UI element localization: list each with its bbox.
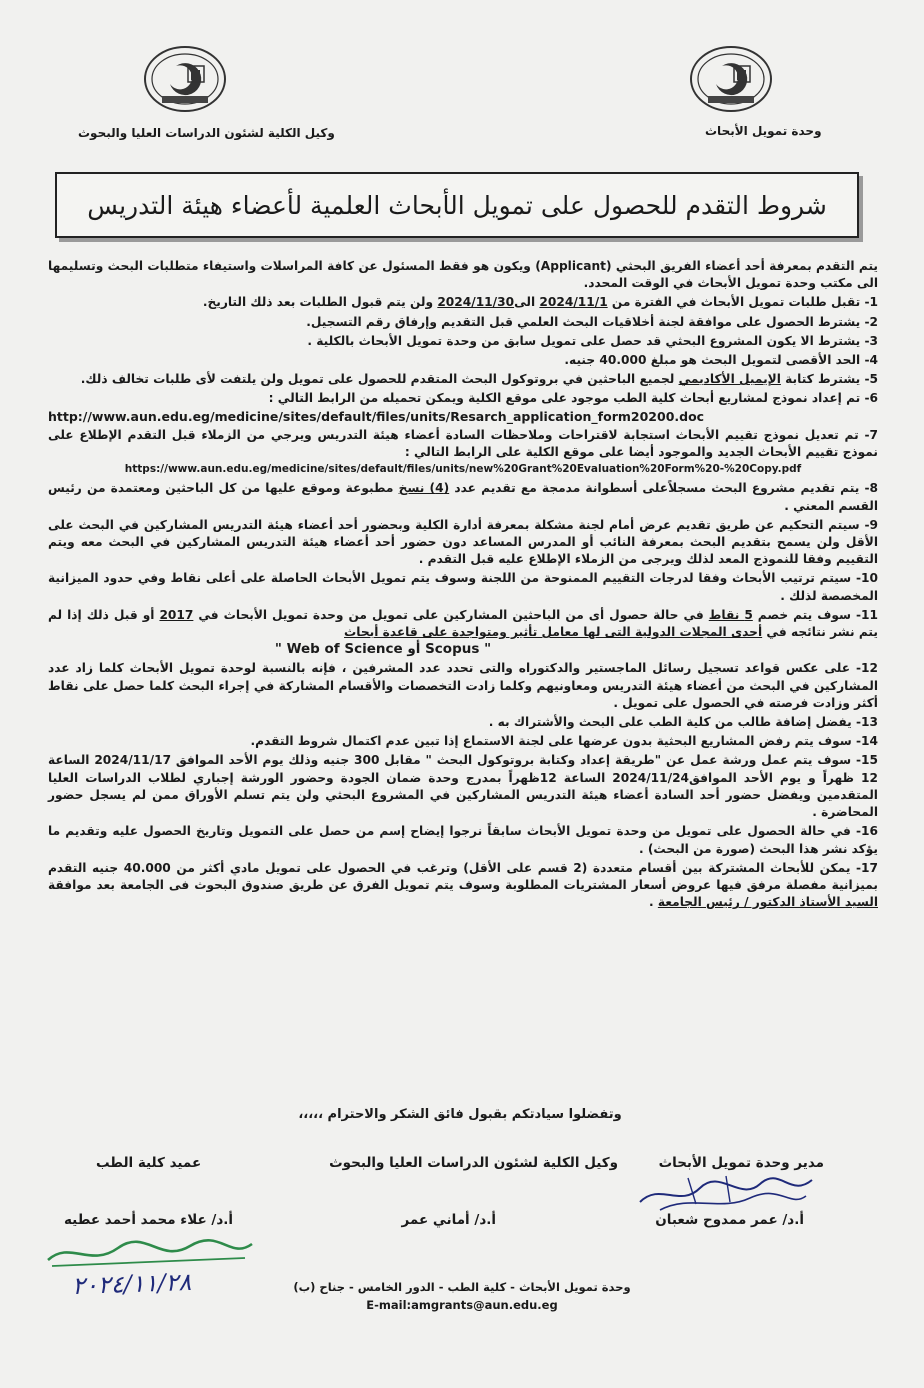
footer-address: وحدة تمويل الأبحاث - كلية الطب - الدور الخامس - جناح (ب) (293, 1280, 631, 1294)
signatory-1-name: أ.د/ عمر ممدوح شعبان (655, 1212, 804, 1228)
header-left-unit: وكيل الكلية لشئون الدراسات العليا والبحوث (78, 126, 335, 140)
condition-item-17 (48, 860, 878, 912)
condition-item-15: 15- سوف يتم عمل ورشة عمل عن "طريقة إعداد وكتابة بروتوكول البحث " مقابل 300 جنيه وذلك يوم الأحد الموافق 2024/11/17 الساعة 12 ظهراً و يوم الأحد الموافق2024/11/24 الساعة 12ظهراً بمدرج وحدة ضمان الجودة وحضور الورشة إجباري لطلاب الدراسات العليا المتقدمين ويفضل حضور أحد السادة أعضاء هيئة التدريس المشاركين في المشروع البحثي ولن يتم تسلم الأوراق ممن لم يسجل حضور المحاضرة . (48, 753, 878, 820)
copies-count-underlined: (4) نسخ (398, 481, 450, 496)
start-date: 2024/11/1 (539, 295, 608, 310)
condition-5-text: 5- يشترط كتابة (780, 372, 878, 387)
condition-item-11 (48, 607, 878, 659)
green-signature-scribble (40, 1234, 260, 1274)
condition-17-text-end: . (649, 895, 658, 910)
signatory-2-title: وكيل الكلية لشئون الدراسات العليا والبحوث (329, 1155, 618, 1171)
signatory-2-name: أ.د/ أماني عمر (401, 1212, 496, 1228)
condition-item-16: 16- في حالة الحصول على تمويل من وحدة تمويل الأبحاث سابقاً نرجوا إيضاح إسم من حصل على التمويل وتاريخ الحصول عليه وتقديم ما يؤكد نشر هذا البحث (صورة من البحث) . (48, 824, 878, 856)
president-approval-underlined: السيد الأستاذ الدكتور / رئيس الجامعة (657, 895, 878, 910)
footer-email[interactable]: E-mail:amgrants@aun.edu.eg (366, 1298, 558, 1312)
condition-item-2: 2- يشترط الحصول على موافقة لجنة أخلاقيات البحث العلمي قبل التقديم وإرفاق رقم التسجيل. (306, 314, 878, 329)
condition-item-6 (48, 390, 878, 424)
condition-item-10: 10- سيتم ترتيب الأبحاث وفقا لدرجات التقييم الممنوحة من اللجنة وسوف يتم تمويل الأبحاث الحاصلة على أعلى نقاط وفي حدود الميزانية المخصصة لذلك . (48, 571, 878, 603)
condition-8-text-end: مطبوعة وموقع عليها من كل الباحثين ومعتمدة من رئيس القسم المعني . (48, 481, 878, 513)
condition-11-text: 11- سوف يتم خصم (752, 607, 879, 622)
conditions-body (48, 258, 878, 913)
evaluation-form-link[interactable]: https://www.aun.edu.eg/medicine/sites/default/files/units/new%20Grant%20Evaluation%20Form%20-%20Copy.pdf (124, 463, 802, 476)
blue-signature-scribble (630, 1168, 820, 1218)
title-box (55, 172, 859, 238)
closing-line: وتفضلوا سيادتكم بقبول فائق الشكر والاحترام ،،،،، (298, 1107, 622, 1122)
signatory-3-title: عميد كلية الطب (96, 1155, 202, 1171)
condition-1-text-mid: الى (514, 295, 540, 310)
condition-11-text-mid: في حالة حصول أى من الباحثين المشاركين على تمويل من وحدة تمويل الأبحاث في (193, 607, 709, 622)
condition-5-text-end: لجميع الباحثين في بروتوكول البحث المتقدم للحصول على تمويل ولن يلتفت لأى طلبات تخالف ذلك. (80, 372, 679, 387)
condition-item-5 (48, 371, 878, 388)
faculty-logo-right (688, 44, 774, 114)
points-deduction-underlined: 5 نقاط (708, 607, 753, 622)
condition-6-text: 6- تم إعداد نموذج لمشاريع أبحاث كلية الطب موجود على موقع الكلية ويمكن تحميله من الرابط التالي : (268, 391, 878, 406)
condition-17-text: 17- يمكن للأبحاث المشتركة بين أقسام متعددة (2 قسم على الأقل) وترغب في الحصول على تمويل مادي أكثر من 40.000 جنيه التقدم بميزانية مفصلة مرفق فيها عروض أسعار المشتريات المطلوبة وسوف يتم تمويل الفرق عن طريق صندوق البحوث فى الجامعة بعد موافقة (48, 860, 878, 892)
condition-item-4: 4- الحد الأقصى لتمويل البحث هو مبلغ 40.000 جنيه. (564, 353, 878, 368)
page-title: شروط التقدم للحصول على تمويل الأبحاث العلمية لأعضاء هيئة التدريس (87, 190, 827, 220)
condition-7-text: 7- تم تعديل نموذج تقييم الأبحاث استجابة لاقتراحات وملاحظات السادة أعضاء هيئة التدريس ويرجي من الزملاء قبل التقدم الإطلاع على نموذج تقييم الأبحاث الجديد والموجود أيضا على موقع الكلية على الرابط التالي : (48, 427, 878, 460)
signatory-1-title: مدير وحدة تمويل الأبحاث (658, 1155, 824, 1171)
condition-item-3: 3- يشترط الا يكون المشروع البحثي قد حصل على تمويل سابق من وحدة تمويل الأبحاث بالكلية . (307, 333, 878, 348)
application-form-link[interactable]: http://www.aun.edu.eg/medicine/sites/default/files/units/Resarch_application_form20200.doc (48, 408, 705, 424)
header-right-unit: وحدة تمويل الأبحاث (705, 124, 822, 138)
condition-1-text-end: ولن يتم قبول الطلبات بعد ذلك التاريخ. (202, 295, 438, 310)
databases-text: " Scopus أو Web of Science " (274, 641, 492, 658)
signatory-3-name: أ.د/ علاء محمد أحمد عطيه (64, 1212, 234, 1228)
year-underlined: 2017 (159, 607, 194, 622)
condition-1-text: 1- تقبل طلبات تمويل الأبحاث في الفترة من (607, 295, 878, 310)
condition-item-7 (48, 427, 878, 479)
faculty-logo-left (142, 44, 228, 114)
condition-item-12: 12- على عكس قواعد تسجيل رسائل الماجستير والدكتوراه والتى تحدد عدد المشرفين ، فإنه بالنسبة لوحدة تمويل الأبحاث كلما زاد عدد المشاركين في البحث من أعضاء هيئة التدريس ومعاونيهم وكلما زادت التخصصات والأقسام المشاركة في إجراء البحث كلما حصل على نقاط أكثر وزادت فرصته في الحصول على تمويل . (48, 661, 878, 710)
end-date: 2024/11/30 (437, 295, 515, 310)
condition-item-13: 13- يفضل إضافة طالب من كلية الطب على البحث والأشتراك به . (488, 715, 878, 730)
intro-paragraph: يتم التقدم بمعرفة أحد أعضاء الفريق البحثي (Applicant) ويكون هو فقط المسئول عن كافة المراسلات واستيفاء متطلبات البحث وتسليمها الى مكتب وحدة تمويل الأبحاث في الوقت المحدد. (48, 259, 878, 291)
condition-item-8 (48, 480, 878, 514)
condition-8-text: 8- يتم تقديم مشروع البحث مسجلاًعلى أسطوانة مدمجة مع تقديم عدد (449, 481, 879, 496)
academic-email-underlined: الإيميل الأكاديمي (678, 372, 781, 387)
handwritten-date: ٢٠٢٤/١١/٢٨ (71, 1267, 192, 1301)
condition-item-9: 9- سيتم التحكيم عن طريق تقديم عرض أمام لجنة مشكلة بمعرفة أدارة الكلية وبحضور أحد أعضاء هيئة التدريس المشاركين في البحث على الأقل ولن يسمح بتقديم البحث بمعرفة النائب أو المدرس المساعد دون حضور أحد أعضاء هيئة التدريس المشاركين في البحث معه ويتم التقييم وفقا للنموذج المعد لذلك ويرجى من الزملاء الإطلاع عليه قبل التقدم . (48, 517, 878, 567)
condition-item-14: 14- سوف يتم رفض المشاريع البحثية بدون عرضها على لجنة الاستماع إذا تبين عدم اكتمال شروط التقدم. (250, 734, 878, 749)
faculty-emblem-icon (142, 44, 228, 114)
journals-underlined: أحدى المجلات الدولية التى لها معامل تأثير ومتواجدة على قاعدة أبحاث (344, 625, 763, 640)
faculty-emblem-icon (688, 44, 774, 114)
condition-item-1 (48, 294, 878, 311)
condition-11-text-mid2: أو قبل ذلك إذا لم يتم نشر نتائجه في (48, 607, 878, 640)
